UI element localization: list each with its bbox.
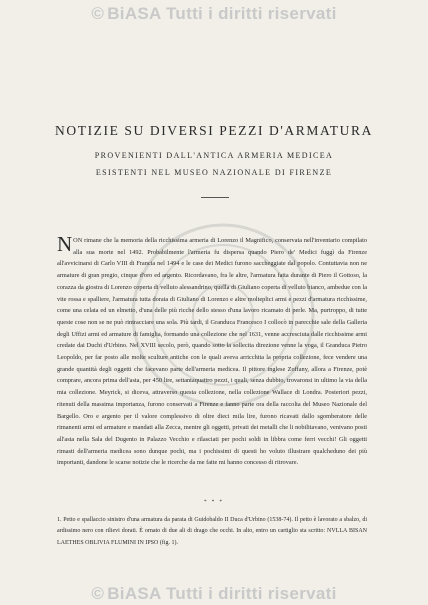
body-text: ON rimane che la memoria della ricchissima armeria di Lorenzo il Magnifico, conservata nell'inventario compilato alla sua morte nel 1492. Probabilmente l'armeria fu dispersa quando Piero de' Medici fuggì da Firenze all'avvicinarsi di Carlo VIII di Francia nel 1494 e le case dei Medici furono saccheggiate dal popolo. Contuttavia non ne armature di gran pregio, cinque d'oro ed argento. Ricordavano, fra le altre, l'armatura fatta durante di Piero il Gottoso, la corazza da giostra di Lorenzo coperta di velluto alessandrino, quella di Giuliano coperta di velluto bianco, ambedue con la vite rossa e spalliere, l'armatura tutta dorata di Giuliano di Lorenzo e altre molteplici armi e pezzi d'armatura ricchissime, come una celata ed un elmetto, d'una delle più ricche dello stesso d'una lavoro ricamato di perle. Ma, purtroppo, di tutte queste cose non se ne può rintracciare una sola. Più tardi, il Granduca Francesco I collocò in parecchie sale della Galleria degli Uffizi armi ed armature di famiglia, formando una collezione che nel 1631, venne accresciuta dalle ricchissime armi credate dai Duchi d'Urbino. Nel XVIII secolo, però, quando sotto la sollecita direzione venne la voga, il Granduca Pietro Leopoldo, per far posto alle molte sculture antiche con le quali aveva arricchita la propria collezione, fece vendere una grande quantità degli oggetti che facevano parte dell'armeria medicea. Il pittore inglese Zoffany, allora a Firenze, potè comprare, ancora prima dell'asta, per 450 lire, settantaquattro pezzi, i quali, senza dubbio, trovaronsi in ultimo la via della mia collezione. Meyrick, si diceva, attraverso questa collezione, nella collezione Wallace di Londra. Posteriori pezzi, ritenuti della massima importanza, furono conservati a Firenze e fanno parte ora della raccolta del Museo Nazionale del Bargello. Oro e argento per il valore complessivo di oltre dieci mila lire, furono ricavati dallo sgomberatore delle rimanenti armi ed armature e mandati alla Zecca, mentre gli oggetti, privati dei metalli che li nobilitavano, venivano posti all'asta nella Sala del Dugento in Palazzo Vecchio e rilasciati per pochi soldi in libbra come ferri vecchi! Gli oggetti rimasti dell'armeria medicea sono dunque pochi, ma i pochissimi di questi ho voluto illustrare qualcheduno dei più importanti, dandone le scarse notizie che le ricerche da me fatte mi hanno concesso di ritrovare. [57,237,367,467]
watermark-text: BiASA Tutti i diritti riservati [107,4,337,23]
drop-cap: N [57,232,73,256]
footnote: 1. Petto e spallaccio sinistro d'una armatura da parata di Guidobaldo II Duca d'Urbino (1538-74). Il petto è lavorato a sbalzo, di ardissimo nero con rilievi dorati. È ornato di due ali di drago che occhi. In alto, entro un cartiglio sta scritto: NVLLA BISAN LAETHES OBLIVIA FLUMINI IN IPSO (fig. 1). [57,517,367,546]
title-divider [201,197,229,198]
watermark-text: BiASA Tutti i diritti riservati [107,584,337,603]
subtitle-line-1: PROVENIENTI DALL'ANTICA ARMERIA MEDICEA [94,151,334,160]
copyright-icon: © [91,584,105,603]
body-paragraph [57,232,367,469]
page-title: NOTIZIE SU DIVERSI PEZZI D'ARMATURA [55,123,373,138]
watermark-top [0,4,428,24]
subtitle-line-2: ESISTENTI NEL MUSEO NAZIONALE DI FIRENZE [95,168,333,177]
watermark-bottom [0,584,428,604]
section-ornament: * * * [204,500,224,505]
copyright-icon: © [91,4,105,23]
